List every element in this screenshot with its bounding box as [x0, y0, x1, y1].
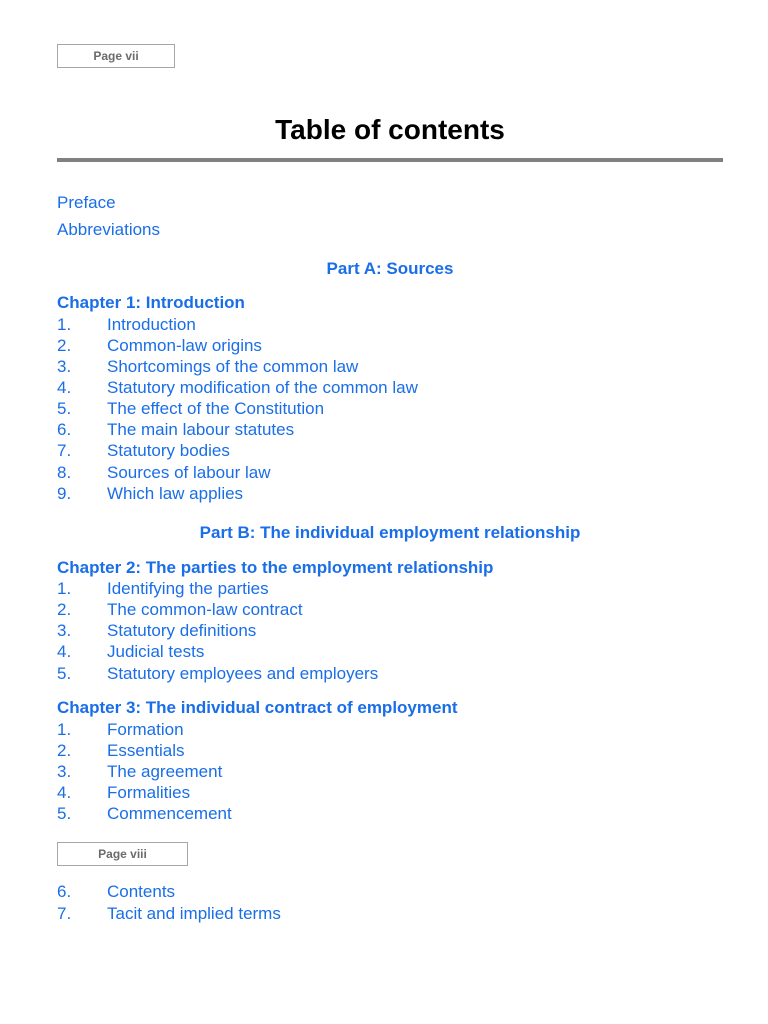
item-label[interactable]: Statutory employees and employers — [107, 664, 379, 683]
part-heading[interactable]: Part B: The individual employment relationship — [199, 523, 581, 542]
item-label[interactable]: The agreement — [107, 762, 223, 781]
chapter-heading[interactable]: Chapter 1: Introduction — [57, 293, 245, 312]
item-label[interactable]: Contents — [107, 882, 176, 901]
item-number: 6. — [57, 420, 72, 439]
item-label[interactable]: Formalities — [107, 783, 191, 802]
item-label[interactable]: Introduction — [107, 315, 196, 334]
item-number: 1. — [57, 720, 72, 739]
item-label[interactable]: Essentials — [107, 741, 185, 760]
item-label[interactable]: Statutory definitions — [107, 621, 257, 640]
toc-link-abbreviations[interactable]: Abbreviations — [57, 220, 161, 239]
item-number: 5. — [57, 804, 72, 823]
item-number: 2. — [57, 336, 72, 355]
item-number: 1. — [57, 315, 72, 334]
item-number: 9. — [57, 484, 72, 503]
item-label[interactable]: Sources of labour law — [107, 463, 271, 482]
item-number: 4. — [57, 378, 72, 397]
item-number: 3. — [57, 762, 72, 781]
item-number: 1. — [57, 579, 72, 598]
item-label[interactable]: Statutory bodies — [107, 441, 230, 460]
toc-link-preface[interactable]: Preface — [57, 193, 116, 212]
item-label[interactable]: Commencement — [107, 804, 232, 823]
item-label[interactable]: The effect of the Constitution — [107, 399, 325, 418]
item-number: 7. — [57, 441, 72, 460]
item-label[interactable]: Common-law origins — [107, 336, 262, 355]
item-number: 5. — [57, 399, 72, 418]
item-label[interactable]: Identifying the parties — [107, 579, 269, 598]
item-label[interactable]: Which law applies — [107, 484, 244, 503]
item-number: 4. — [57, 783, 72, 802]
item-label[interactable]: The main labour statutes — [107, 420, 295, 439]
item-label[interactable]: Formation — [107, 720, 184, 739]
title-divider — [57, 158, 723, 162]
item-label[interactable]: Shortcomings of the common law — [107, 357, 359, 376]
part-heading[interactable]: Part A: Sources — [326, 259, 454, 278]
item-number: 8. — [57, 463, 72, 482]
item-number: 6. — [57, 882, 72, 901]
item-label[interactable]: Statutory modification of the common law — [107, 378, 418, 397]
page-title: Table of contents — [275, 114, 505, 145]
item-number: 7. — [57, 904, 72, 923]
item-number: 5. — [57, 664, 72, 683]
chapter-heading[interactable]: Chapter 3: The individual contract of employment — [57, 698, 458, 717]
item-label[interactable]: Tacit and implied terms — [107, 904, 281, 923]
item-number: 4. — [57, 642, 72, 661]
chapter-heading[interactable]: Chapter 2: The parties to the employment relationship — [57, 558, 494, 577]
item-number: 2. — [57, 600, 72, 619]
page-marker: Page viii — [57, 842, 188, 866]
page-marker: Page vii — [57, 44, 175, 68]
item-number: 3. — [57, 357, 72, 376]
item-number: 3. — [57, 621, 72, 640]
item-label[interactable]: The common-law contract — [107, 600, 303, 619]
item-label[interactable]: Judicial tests — [107, 642, 205, 661]
item-number: 2. — [57, 741, 72, 760]
